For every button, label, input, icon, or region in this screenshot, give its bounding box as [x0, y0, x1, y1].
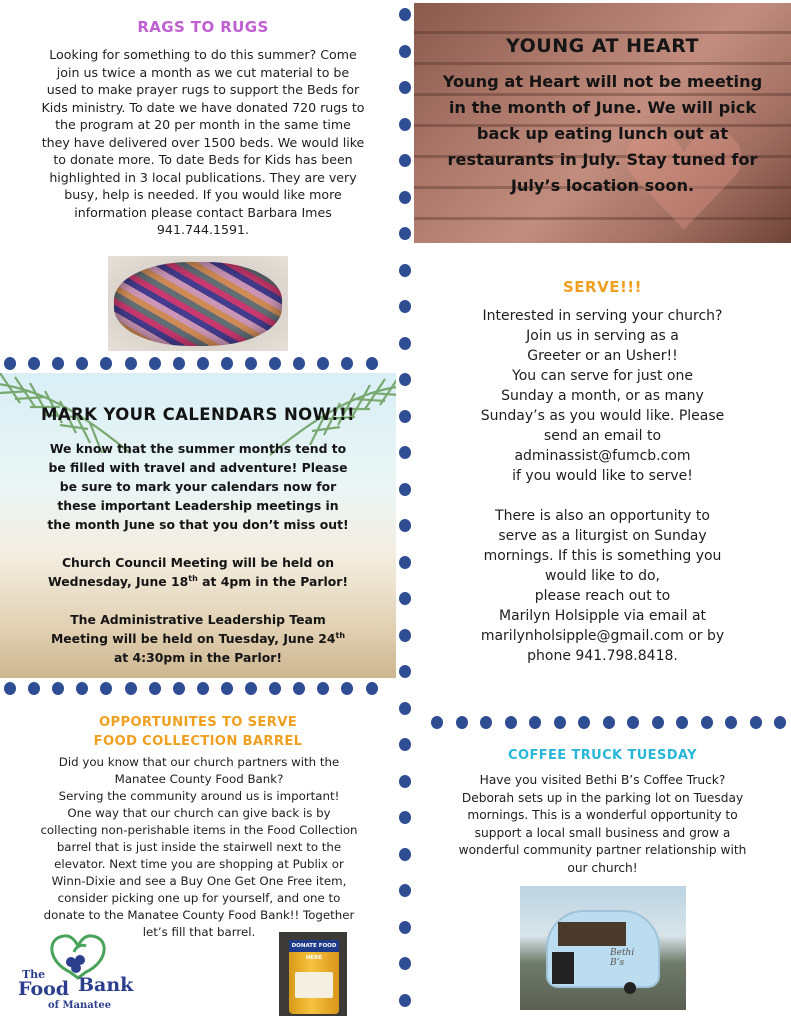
text-line: Marilyn Holsipple via email at	[498, 608, 707, 624]
divider-dot	[627, 716, 639, 729]
divider-dot	[399, 957, 411, 970]
divider-dot	[100, 682, 112, 695]
text-line: the program at 20 per month in the same time	[55, 117, 351, 132]
divider-dot	[399, 373, 411, 386]
food-bank-logo-text: The	[22, 968, 46, 981]
council-meeting	[20, 553, 376, 591]
divider-dot	[317, 682, 329, 695]
divider-dot	[431, 716, 443, 729]
text-line: at 4:30pm in the Parlor!	[113, 650, 283, 665]
food-bank-logo-text: of Manatee	[48, 1000, 112, 1011]
text-line	[20, 629, 376, 648]
text-line: send an email to	[543, 428, 662, 444]
divider-dot	[149, 682, 161, 695]
divider-dot	[28, 357, 40, 370]
text-line: Looking for something to do this summer? Come	[49, 47, 357, 62]
divider-dot	[399, 337, 411, 350]
text-line: Have you visited Bethi B’s Coffee Truck?	[479, 773, 726, 787]
young-at-heart-body	[426, 69, 779, 199]
divider-dot	[76, 682, 88, 695]
ordinal-suffix: th	[188, 573, 198, 583]
text-line: restaurants in July. Stay tuned for	[447, 150, 758, 169]
text-line: to donate more. To date Beds for Kids has been	[53, 152, 353, 167]
text-line: elevator. Next time you are shopping at Publix or	[54, 857, 344, 871]
divider-dot	[399, 592, 411, 605]
divider-dot	[52, 357, 64, 370]
text-line: Church Council Meeting will be held on	[61, 555, 335, 570]
text-line: back up eating lunch out at	[476, 124, 729, 143]
text-line: they have delivered over 1500 beds. We would like	[41, 134, 365, 150]
serve-paragraph	[420, 506, 785, 666]
divider-dot	[269, 357, 281, 370]
young-at-heart-title: YOUNG AT HEART	[506, 35, 699, 57]
divider-dot	[173, 682, 185, 695]
ordinal-suffix: th	[335, 630, 346, 640]
food-bank-logo-text: Food	[18, 978, 70, 1000]
text-line: serve as a liturgist on Sunday	[498, 528, 707, 544]
divider-dot	[399, 775, 411, 788]
divider-dot	[173, 357, 185, 370]
divider-dot	[197, 357, 209, 370]
divider-dot	[725, 716, 737, 729]
divider-dot	[245, 357, 257, 370]
text-line: Interested in serving your church?	[482, 308, 723, 324]
divider-dot	[399, 227, 411, 240]
divider-dot	[399, 848, 411, 861]
divider-dot	[221, 357, 233, 370]
text-line: information please contact Barbara Imes	[74, 204, 332, 220]
divider-dot	[750, 716, 762, 729]
serve-title: SERVE!!!	[563, 278, 642, 296]
divider-dot	[399, 410, 411, 423]
text-line: highlighted in 3 local publications. They are very	[49, 169, 357, 185]
divider-dot	[603, 716, 615, 729]
mark-calendars-banner	[0, 373, 396, 678]
divider-dot	[399, 483, 411, 496]
text-fragment: at 4pm in the Parlor!	[197, 574, 349, 589]
divider-dot	[366, 682, 378, 695]
divider-dot	[399, 556, 411, 569]
divider-dot	[399, 8, 411, 21]
text-line: We know that the summer months tend to	[49, 441, 347, 456]
text-line: The Administrative Leadership Team	[70, 612, 326, 627]
rags-to-rugs-section	[18, 18, 388, 239]
divider-dot	[399, 629, 411, 642]
divider-dot	[221, 682, 233, 695]
text-line: Join us in serving as a	[526, 328, 679, 344]
text-line: consider picking one up for yourself, and one to	[57, 891, 341, 905]
food-barrel-photo	[279, 932, 347, 1016]
text-line: used to make prayer rugs to support the Beds for	[46, 82, 360, 97]
divider-dot	[341, 357, 353, 370]
divider-dot	[774, 716, 786, 729]
text-line: Sunday a month, or as many	[501, 388, 704, 404]
divider-dot	[456, 716, 468, 729]
text-line: July’s location soon.	[510, 176, 695, 195]
divider-dot	[245, 682, 257, 695]
food-barrel-body	[18, 754, 380, 941]
divider-dot	[399, 811, 411, 824]
divider-dot	[578, 716, 590, 729]
text-line: Kids ministry. To date we have donated 720 rugs to	[41, 99, 365, 115]
text-line: in the month of June. We will pick	[448, 98, 757, 117]
text-fragment: Wednesday, June 18	[47, 574, 189, 589]
text-line: Young at Heart will not be meeting	[442, 72, 763, 91]
text-line	[20, 572, 376, 591]
divider-dot	[100, 357, 112, 370]
divider-dot	[399, 446, 411, 459]
divider-dot	[399, 191, 411, 204]
divider-dot	[399, 154, 411, 167]
divider-dot	[125, 682, 137, 695]
text-fragment: Meeting will be held on Tuesday, June 24	[50, 631, 336, 646]
divider-dot	[399, 81, 411, 94]
divider-dot	[4, 357, 16, 370]
text-line: barrel that is just inside the stairwell next to the	[56, 840, 342, 854]
text-line: Did you know that our church partners with the	[58, 755, 340, 769]
text-line: Winn-Dixie and see a Buy One Get One Free item,	[51, 874, 347, 888]
divider-dot	[399, 702, 411, 715]
divider-dot	[399, 921, 411, 934]
young-at-heart-banner	[414, 3, 791, 243]
text-line: Serving the community around us is important!	[58, 789, 340, 803]
food-bank-logo-text: Bank	[78, 974, 134, 996]
text-line: Deborah sets up in the parking lot on Tuesday	[461, 790, 744, 805]
divider-dot	[399, 665, 411, 678]
divider-dot	[149, 357, 161, 370]
calendars-title: MARK YOUR CALENDARS NOW!!!	[41, 405, 355, 424]
divider-dot	[76, 357, 88, 370]
rags-to-rugs-body	[18, 46, 388, 239]
text-line: be sure to mark your calendars now for	[59, 479, 337, 494]
text-line: be filled with travel and adventure! Please	[48, 460, 348, 475]
text-line: please reach out to	[534, 588, 671, 604]
truck-sign: Bethi B’s	[610, 948, 635, 968]
divider-dot	[52, 682, 64, 695]
serve-paragraph	[420, 306, 785, 486]
text-line: busy, help is needed. If you would like more	[64, 187, 342, 202]
text-line: join us twice a month as we cut material to be	[56, 64, 350, 80]
barrel-label: DONATE FOOD HERE	[289, 940, 339, 952]
admin-email-link[interactable]: adminassist@fumcb.com	[514, 448, 691, 464]
divider-dot	[652, 716, 664, 729]
coffee-truck-body	[426, 772, 779, 877]
divider-dot	[399, 45, 411, 58]
text-line: You can serve for just one	[512, 368, 693, 384]
text-line: would like to do,	[545, 568, 660, 584]
coffee-truck-title: COFFEE TRUCK TUESDAY	[508, 748, 697, 763]
text-line: wonderful community partner relationship with	[458, 843, 747, 857]
serve-body	[420, 306, 785, 686]
divider-dot	[480, 716, 492, 729]
divider-dot	[399, 264, 411, 277]
admin-meeting	[20, 610, 376, 667]
coffee-truck-photo	[520, 886, 686, 1010]
text-line: donate to the Manatee County Food Bank!! Together	[43, 908, 355, 922]
divider-dot	[366, 357, 378, 370]
text-line: Manatee County Food Bank?	[114, 772, 284, 786]
divider-dot	[125, 357, 137, 370]
text-line: phone 941.798.8418.	[527, 648, 678, 664]
divider-dot	[341, 682, 353, 695]
rags-to-rugs-title: RAGS TO RUGS	[137, 18, 269, 36]
text-line: our church!	[567, 860, 638, 875]
divider-dot	[554, 716, 566, 729]
text-line: let’s fill that barrel.	[142, 925, 256, 939]
text-line: There is also an opportunity to	[495, 508, 710, 524]
divider-dot	[399, 519, 411, 532]
calendars-body	[20, 439, 376, 678]
text-line: these important Leadership meetings in	[57, 498, 339, 513]
text-line: Sunday’s as you would like. Please	[480, 408, 725, 424]
text-line: OPPORTUNITES TO SERVE	[98, 715, 298, 730]
text-line: One way that our church can give back is by	[67, 806, 331, 820]
divider-dot	[505, 716, 517, 729]
divider-dot	[28, 682, 40, 695]
divider-dot	[701, 716, 713, 729]
food-barrel-title	[0, 713, 396, 751]
text-line: FOOD COLLECTION BARREL	[93, 734, 303, 749]
divider-dot	[529, 716, 541, 729]
text-line: support a local small business and grow a	[474, 825, 731, 840]
prayer-rug-photo	[108, 256, 288, 351]
divider-dot	[317, 357, 329, 370]
liturgist-email-link[interactable]: marilynholsipple@gmail.com or by	[480, 628, 725, 644]
text-line: if you would like to serve!	[512, 468, 693, 484]
divider-dot	[399, 300, 411, 313]
text-line: 941.744.1591.	[156, 222, 250, 237]
text-line: the month June so that you don’t miss out!	[47, 517, 349, 532]
divider-dot	[399, 884, 411, 897]
text-line: Greeter or an Usher!!	[527, 348, 678, 364]
divider-dot	[676, 716, 688, 729]
text-line: collecting non-perishable items in the Food Collection	[40, 823, 358, 837]
divider-dot	[293, 682, 305, 695]
divider-dot	[399, 118, 411, 131]
divider-dot	[197, 682, 209, 695]
divider-dot	[293, 357, 305, 370]
calendars-intro	[20, 439, 376, 534]
divider-dot	[4, 682, 16, 695]
divider-dot	[269, 682, 281, 695]
text-line: mornings. If this is something you	[483, 548, 722, 564]
divider-dot	[399, 994, 411, 1007]
text-line: mornings. This is a wonderful opportunity to	[467, 808, 738, 822]
divider-dot	[399, 738, 411, 751]
